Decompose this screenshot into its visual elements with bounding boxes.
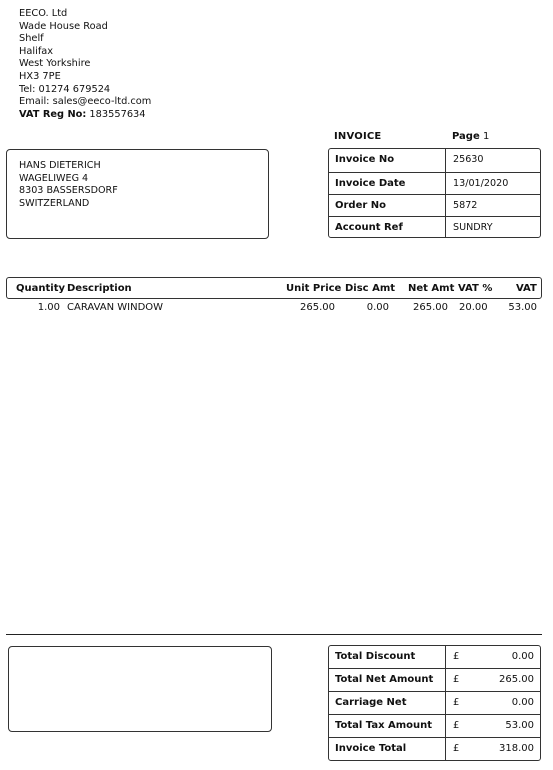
- page-number: 1: [483, 131, 490, 142]
- invoice-title: INVOICE: [334, 131, 382, 142]
- company-tel: Tel: 01274 679524: [19, 83, 111, 95]
- currency-symbol: £: [453, 720, 460, 731]
- field-label: Invoice Date: [335, 178, 406, 189]
- company-vat: [19, 109, 151, 122]
- customer-address-line: HANS DIETERICH: [19, 160, 101, 171]
- invoice-no-row: [329, 149, 540, 172]
- total-label: Total Net Amount: [335, 674, 434, 685]
- order-no-row: [329, 194, 540, 216]
- header-disc-amt: Disc Amt: [345, 283, 396, 294]
- currency-symbol: £: [453, 674, 460, 685]
- vat-label: VAT Reg No:: [19, 108, 87, 120]
- company-header: [19, 8, 151, 121]
- divider: [6, 634, 542, 635]
- header-unit-price: Unit Price: [286, 283, 342, 294]
- company-address-line: Shelf: [19, 33, 44, 45]
- total-value: 53.00: [505, 720, 534, 731]
- cell-disc-amt: 0.00: [366, 302, 389, 313]
- total-net-row: [329, 668, 540, 691]
- field-value: 5872: [453, 200, 478, 211]
- total-label: Total Tax Amount: [335, 720, 433, 731]
- total-value: 318.00: [499, 743, 534, 754]
- currency-symbol: £: [453, 743, 460, 754]
- cell-unit-price: 265.00: [300, 302, 335, 313]
- table-row: [0, 302, 553, 316]
- field-value: 25630: [453, 154, 484, 165]
- company-email: Email: sales@eeco-ltd.com: [19, 96, 152, 108]
- total-value: 0.00: [511, 651, 534, 662]
- items-table-header: [6, 277, 542, 299]
- header-quantity: Quantity: [16, 283, 65, 294]
- total-label: Carriage Net: [335, 697, 407, 708]
- customer-address: [19, 160, 118, 210]
- total-label: Total Discount: [335, 651, 416, 662]
- account-ref-row: [329, 216, 540, 238]
- header-net-amt: Net Amt: [408, 283, 455, 294]
- customer-address-line: 8303 BASSERSDORF: [19, 185, 118, 197]
- total-discount-row: [329, 646, 540, 669]
- carriage-net-row: [329, 691, 540, 714]
- totals-table: [328, 645, 541, 761]
- page-label: Page: [452, 131, 480, 142]
- company-name: EECO. Ltd: [19, 8, 68, 19]
- invoice-date-row: [329, 172, 540, 194]
- cell-net-amt: 265.00: [413, 302, 448, 313]
- total-value: 265.00: [499, 674, 534, 685]
- header-vat: VAT: [516, 283, 537, 294]
- customer-address-line: SWITZERLAND: [19, 197, 90, 209]
- company-address-line: HX3 7PE: [19, 70, 61, 82]
- header-vat-pct: VAT %: [458, 283, 493, 294]
- field-label: Order No: [335, 200, 387, 211]
- cell-vat: 53.00: [508, 302, 537, 313]
- field-value: 13/01/2020: [453, 178, 509, 189]
- cell-vat-pct: 20.00: [459, 302, 488, 313]
- cell-description: CARAVAN WINDOW: [67, 302, 164, 313]
- currency-symbol: £: [453, 651, 460, 662]
- total-value: 0.00: [511, 697, 534, 708]
- invoice-details-table: [328, 148, 541, 238]
- cell-quantity: 1.00: [37, 302, 60, 313]
- company-address-line: Halifax: [19, 45, 54, 57]
- field-label: Account Ref: [335, 222, 403, 233]
- notes-box: [8, 646, 272, 732]
- field-value: SUNDRY: [453, 222, 493, 233]
- total-label: Invoice Total: [335, 743, 407, 754]
- company-address-line: West Yorkshire: [19, 58, 91, 70]
- customer-address-line: WAGELIWEG 4: [19, 172, 89, 184]
- vat-number: 183557634: [89, 108, 146, 120]
- company-address-line: Wade House Road: [19, 20, 108, 32]
- invoice-total-row: [329, 737, 540, 761]
- field-label: Invoice No: [335, 154, 395, 165]
- total-tax-row: [329, 714, 540, 737]
- currency-symbol: £: [453, 697, 460, 708]
- header-description: Description: [67, 283, 132, 294]
